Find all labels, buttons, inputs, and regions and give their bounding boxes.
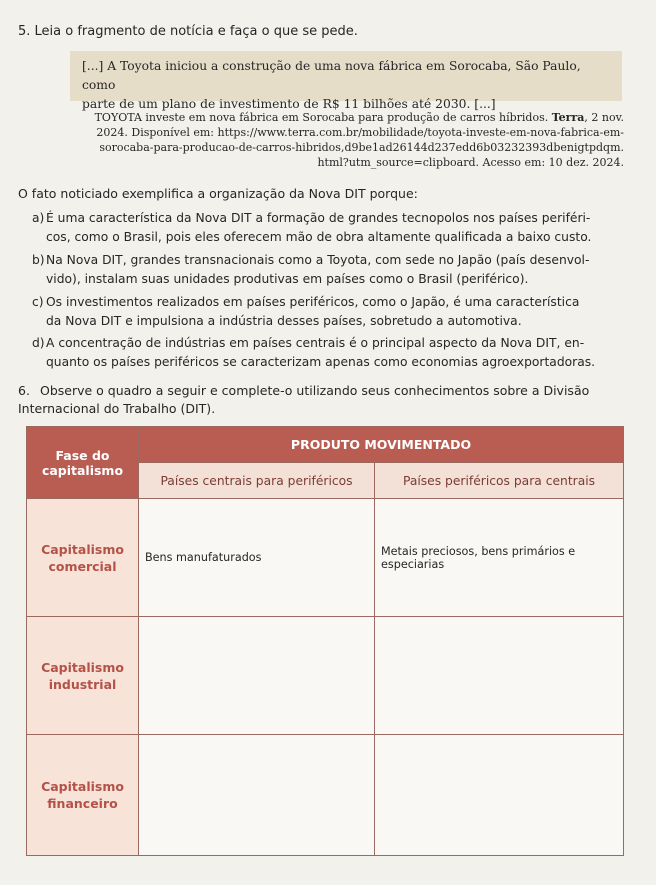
question-text: Internacional do Trabalho (DIT).: [18, 401, 216, 416]
phase-label: comercial: [48, 558, 117, 574]
source-url-line: sorocaba-para-producao-de-carros-hibridos,d9be1ad26144d237edd6b03232393dbenigtpdqm.: [99, 141, 624, 154]
answer-cell[interactable]: [139, 499, 375, 617]
phase-label: industrial: [48, 676, 117, 692]
option-text: quanto os países periféricos se caracterizam apenas como economias agroexportadoras.: [46, 354, 596, 369]
dit-table: [26, 426, 624, 856]
source-url-line: html?utm_source=clipboard. Acesso em: 10 dez. 2024.: [317, 156, 624, 169]
phase-header-line: Fase do: [55, 447, 110, 463]
cell-text: Metais preciosos, bens primários e: [381, 544, 576, 558]
question-number: 6.: [18, 383, 30, 398]
phase-header-line: capitalismo: [41, 462, 124, 478]
option-text: cos, como o Brasil, pois eles oferecem mão de obra altamente qualificada a baixo custo.: [46, 229, 592, 244]
phase-header: [27, 427, 139, 499]
option-letter: d): [32, 336, 45, 350]
phase-label: Capitalismo: [41, 779, 124, 794]
phase-cell: [27, 735, 139, 856]
source-url-line: 2024. Disponível em: https://www.terra.com.br/mobilidade/toyota-investe-em-nova-fabrica-em-: [96, 126, 624, 139]
answer-cell[interactable]: [375, 499, 624, 617]
option-b[interactable]: [32, 251, 634, 288]
table-row: [27, 617, 624, 735]
phase-cell: [27, 617, 139, 735]
option-a[interactable]: [32, 209, 634, 246]
answer-cell[interactable]: [375, 617, 624, 735]
option-letter: c): [32, 295, 44, 309]
phase-cell: [27, 499, 139, 617]
option-text: Na Nova DIT, grandes transnacionais como a Toyota, com sede no Japão (país desenvol-: [46, 253, 590, 267]
answer-cell[interactable]: [375, 735, 624, 856]
cell-text: Bens manufaturados: [145, 551, 262, 564]
answer-cell[interactable]: [139, 735, 375, 856]
table-row: [27, 499, 624, 617]
cell-text: especiarias: [381, 557, 445, 571]
option-letter: a): [32, 211, 45, 225]
col-header-central-to-peripheral: Países centrais para periféricos: [139, 463, 375, 499]
phase-label: financeiro: [47, 796, 118, 811]
table-row: [27, 735, 624, 856]
option-text: A concentração de indústrias em países centrais é o principal aspecto da Nova DIT, en-: [46, 336, 585, 350]
option-c[interactable]: [32, 293, 634, 330]
quote-line: parte de um plano de investimento de R$ 11 bilhões até 2030. [...]: [82, 97, 496, 111]
col-header-peripheral-to-central: Países periféricos para centrais: [375, 463, 624, 499]
product-header: PRODUTO MOVIMENTADO: [139, 427, 624, 463]
source-text: TOYOTA investe em nova fábrica em Sorocaba para produção de carros híbridos.: [94, 111, 552, 124]
option-text: da Nova DIT e impulsiona a indústria desses países, sobretudo a automotiva.: [46, 313, 522, 328]
option-d[interactable]: [32, 334, 634, 371]
source-citation: [18, 110, 624, 170]
quote-line: [...] A Toyota iniciou a construção de uma nova fábrica em Sorocaba, São Paulo, como: [82, 59, 581, 92]
source-text: , 2 nov.: [584, 111, 624, 124]
answer-cell[interactable]: [139, 617, 375, 735]
option-text: Os investimentos realizados em países periféricos, como o Japão, é uma característica: [46, 295, 580, 309]
option-text: vido), instalam suas unidades produtivas em países como o Brasil (periférico).: [46, 271, 529, 286]
option-text: É uma característica da Nova DIT a formação de grandes tecnopolos nos países periféri-: [46, 211, 591, 225]
question-6: [18, 382, 628, 418]
option-letter: b): [32, 253, 45, 267]
source-name: Terra: [551, 111, 585, 124]
question-stem: O fato noticiado exemplifica a organização da Nova DIT porque:: [18, 186, 418, 201]
phase-label: Capitalismo: [41, 541, 124, 557]
question-5-title: 5. Leia o fragmento de notícia e faça o que se pede.: [18, 24, 358, 39]
phase-label: Capitalismo: [41, 659, 124, 675]
news-quote: [70, 51, 622, 111]
question-text: Observe o quadro a seguir e complete-o utilizando seus conhecimentos sobre a Divisão: [40, 383, 590, 398]
